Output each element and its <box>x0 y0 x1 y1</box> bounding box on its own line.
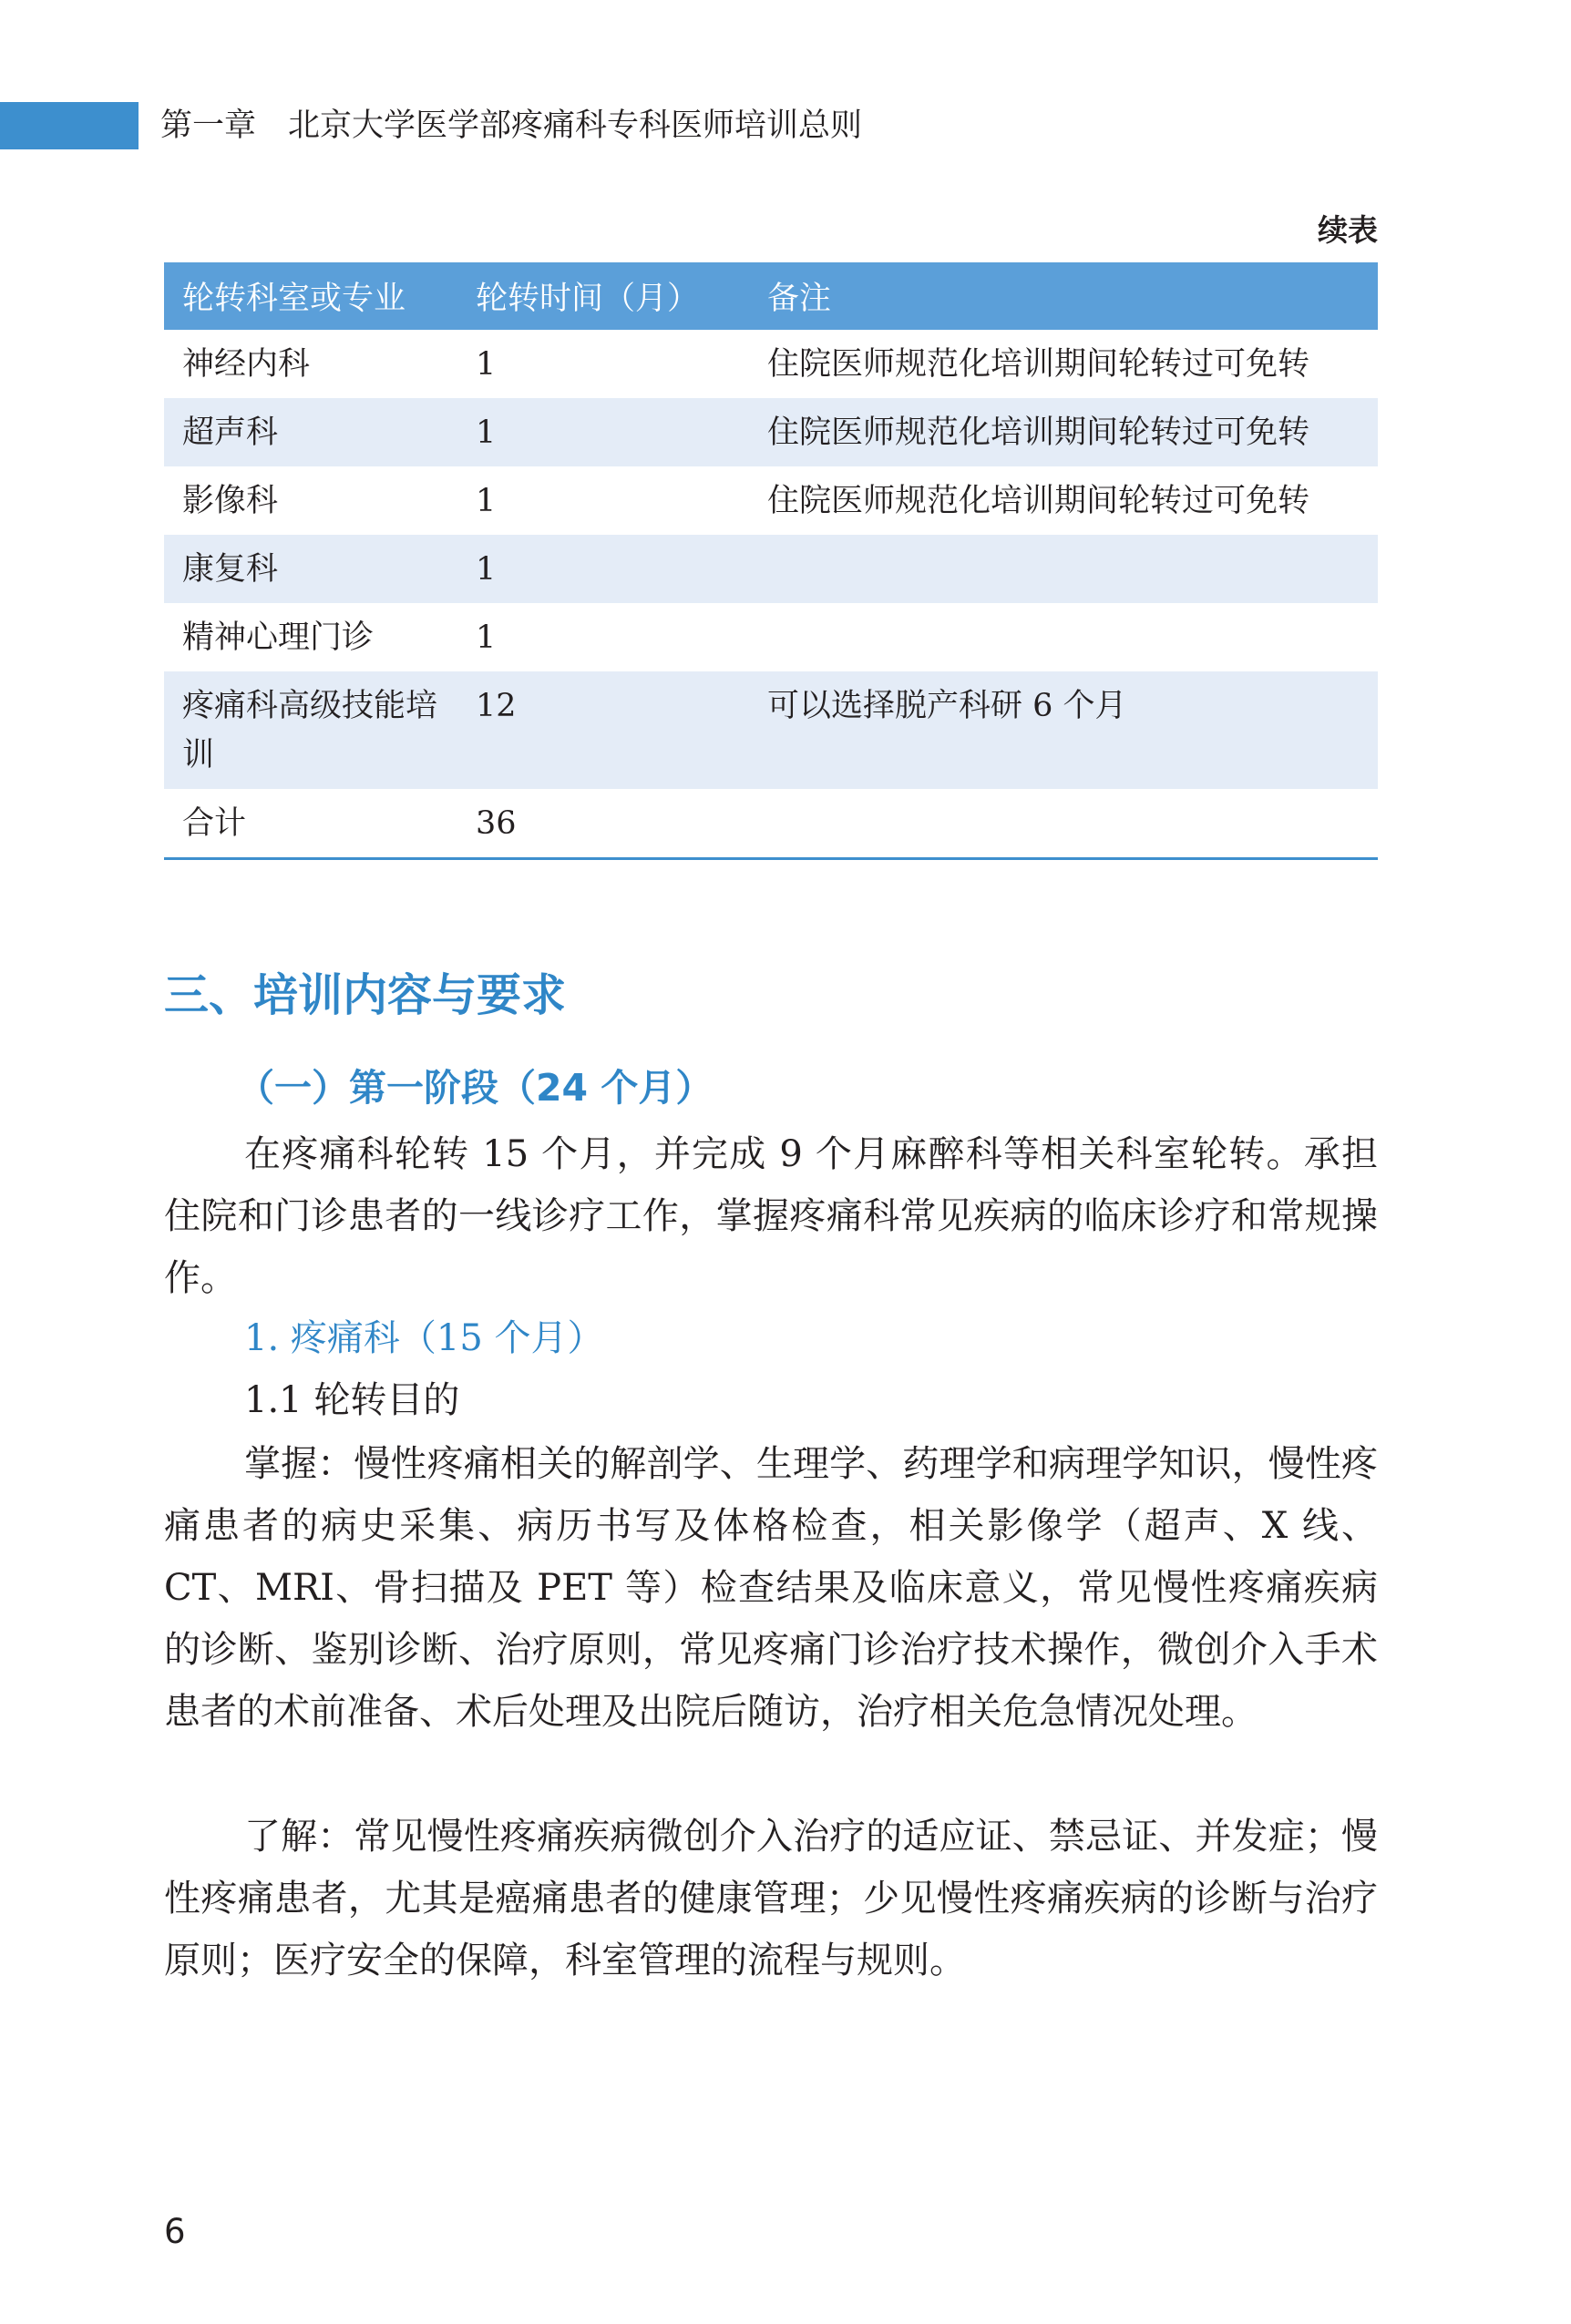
page-number: 6 <box>164 2212 186 2251</box>
cell-months: 1 <box>476 346 497 383</box>
table-row <box>164 330 1378 398</box>
cell-note <box>749 789 1378 859</box>
table-row <box>164 466 1378 535</box>
cell-note <box>749 535 1378 603</box>
column-header-dept: 轮转科室或专业 <box>164 262 457 330</box>
table-row <box>164 535 1378 603</box>
subsection-title: 1. 疼痛科（15 个月） <box>244 1317 604 1359</box>
table-row <box>164 671 1378 789</box>
understand-paragraph: 了解：常见慢性疼痛疾病微创介入治疗的适应证、禁忌证、并发症；慢性疼痛患者，尤其是癌痛患者的健康管理；少见慢性疼痛疾病的诊断与治疗原则；医疗安全的保障，科室管理的流程与规则。 <box>164 1816 1378 1981</box>
cell-months: 36 <box>476 805 517 842</box>
header-accent-bar <box>0 102 139 149</box>
cell-dept: 康复科 <box>164 535 457 603</box>
subsubsection-title: 1.1 轮转目的 <box>244 1379 460 1421</box>
cell-months: 1 <box>457 535 749 603</box>
cell-dept: 精神心理门诊 <box>182 619 375 656</box>
cell-months: 1 <box>457 398 749 466</box>
cell-note: 住院医师规范化培训期间轮转过可免转 <box>767 346 1310 383</box>
cell-note: 可以选择脱产科研 6 个月 <box>749 671 1378 789</box>
cell-months: 1 <box>476 619 497 656</box>
cell-dept: 影像科 <box>182 483 279 519</box>
cell-note: 住院医师规范化培训期间轮转过可免转 <box>749 398 1378 466</box>
cell-dept: 疼痛科高级技能培训 <box>164 671 457 789</box>
column-header-months: 轮转时间（月） <box>457 262 749 330</box>
cell-months: 1 <box>476 483 497 519</box>
cell-note <box>749 603 1378 671</box>
table-header-row <box>164 262 1378 330</box>
column-header-note: 备注 <box>749 262 1378 330</box>
table-row-total <box>164 789 1378 859</box>
table-row <box>164 398 1378 466</box>
cell-dept: 合计 <box>182 805 247 842</box>
section-title: 三、培训内容与要求 <box>164 969 567 1021</box>
cell-note: 住院医师规范化培训期间轮转过可免转 <box>767 483 1310 519</box>
stage-title: （一）第一阶段（24 个月） <box>237 1066 714 1110</box>
chapter-title: 第一章 北京大学医学部疼痛科专科医师培训总则 <box>160 107 863 144</box>
cell-dept: 神经内科 <box>182 346 311 383</box>
cell-months: 12 <box>457 671 749 789</box>
table-continuation-label: 续表 <box>1318 212 1378 248</box>
cell-dept: 超声科 <box>164 398 457 466</box>
rotation-table <box>164 262 1378 860</box>
intro-paragraph: 在疼痛科轮转 15 个月，并完成 9 个月麻醉科等相关科室轮转。承担住院和门诊患者的一线诊疗工作，掌握疼痛科常见疾病的临床诊疗和常规操作。 <box>164 1133 1378 1299</box>
table-row <box>164 603 1378 671</box>
master-paragraph: 掌握：慢性疼痛相关的解剖学、生理学、药理学和病理学知识，慢性疼痛患者的病史采集、病历书写及体格检查，相关影像学（超声、X 线、CT、MRI、骨扫描及 PET 等）检查结果及临床意义，常见慢性疼痛疾病的诊断、鉴别诊断、治疗原则，常见疼痛门诊治疗技术操作，微创介入手术患者的术前准备、术后处理及出院后随访，治疗相关危急情况处理。 <box>164 1443 1378 1733</box>
